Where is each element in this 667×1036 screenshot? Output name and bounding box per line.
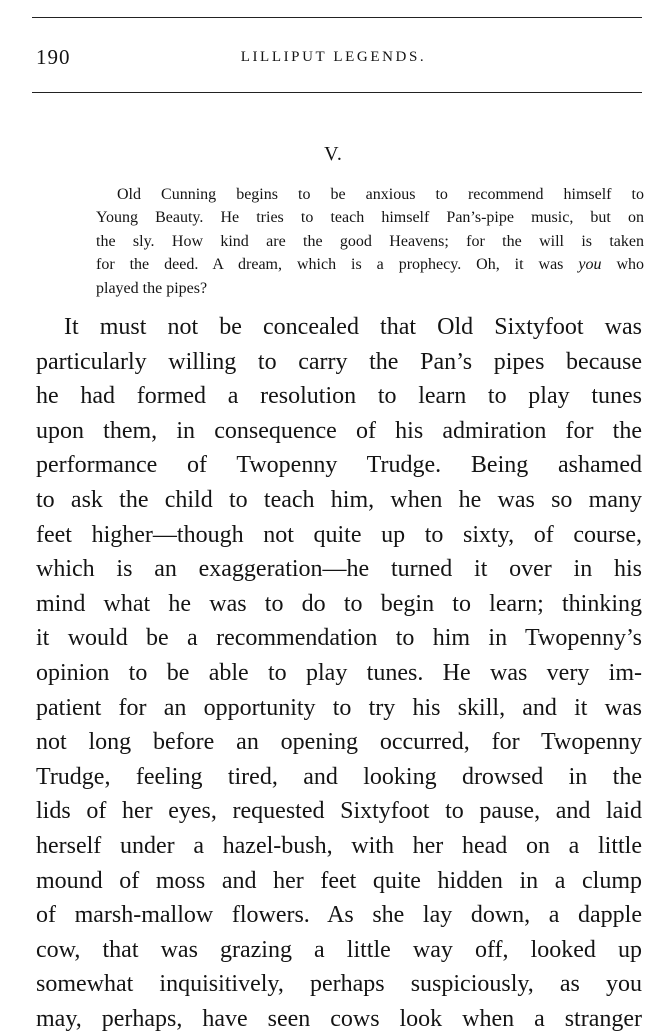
body-line: herself under a hazel-bush, with her head on a little [36,832,642,859]
body-line: mound of moss and her feet quite hidden in a clump [36,867,642,894]
body-line: of marsh-mallow flowers. As she lay down, a dapple [36,902,642,929]
argument-line: Young Beauty. He tries to teach himself Pan’s-pipe music, but on [96,209,644,227]
top-rule [32,17,642,18]
body-line: performance of Twopenny Trudge. Being ashamed [36,452,642,479]
body-line: feet higher—though not quite up to sixty, of course, [36,521,642,548]
argument-line: played the pipes? [96,279,208,297]
argument-line: the sly. How kind are the good Heavens; for the will is taken [96,232,644,250]
body-line: to ask the child to teach him, when he was so many [36,486,642,513]
body-line: he had formed a resolution to learn to play tunes [36,383,642,410]
body-line: may, perhaps, have seen cows look when a stranger [36,1005,642,1032]
body-line: mind what he was to do to begin to learn; thinking [36,590,642,617]
body-line: patient for an opportunity to try his skill, and it was [36,694,642,721]
chapter-number: V. [324,143,343,165]
body-line: Trudge, feeling tired, and looking drowsed in the [36,763,642,790]
body-line: not long before an opening occurred, for Twopenny [36,729,642,756]
emphasis-word: you [578,256,602,274]
body-line: lids of her eyes, requested Sixtyfoot to pause, and laid [36,798,642,825]
argument-line-tail: who [616,256,645,274]
body-line: particularly willing to carry the Pan’s pipes because [36,348,642,375]
chapter-argument [96,183,644,300]
argument-line-text: for the deed. A dream, which is a prophecy. Oh, it was [96,256,564,274]
body-line: opinion to be able to play tunes. He was very im- [36,659,642,686]
body-text [36,310,642,1036]
argument-line: Old Cunning begins to be anxious to recommend himself to [117,186,644,203]
running-title: LILLIPUT LEGENDS. [240,49,427,65]
body-line: cow, that was grazing a little way off, looked up [36,936,642,963]
body-line: It must not be concealed that Old Sixtyfoot was [64,314,642,340]
argument-line-with-emphasis [96,253,644,276]
header-rule [32,92,642,93]
body-line: it would be a recommendation to him in Twopenny’s [36,625,642,652]
body-line: which is an exaggeration—he turned it over in his [36,556,642,583]
body-line: upon them, in consequence of his admiration for the [36,417,642,444]
page-number: 190 [36,45,71,69]
body-line: somewhat inquisitively, perhaps suspiciously, as you [36,971,642,998]
